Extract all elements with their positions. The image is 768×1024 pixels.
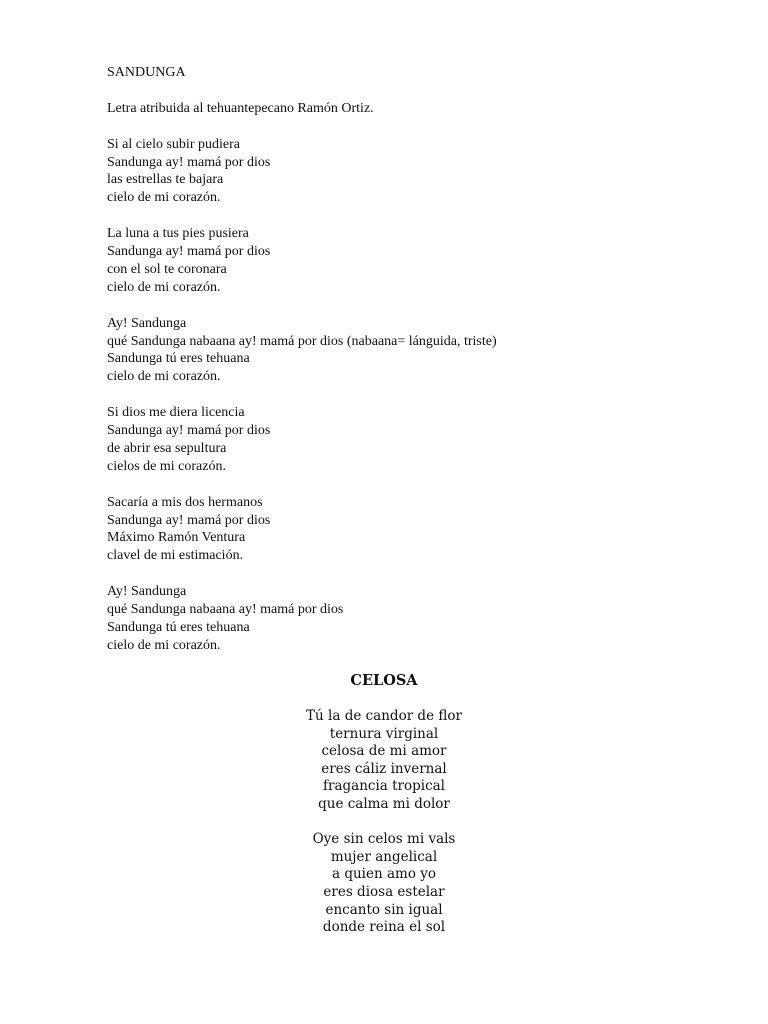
verse-line: encanto sin igual: [325, 901, 443, 918]
verse-line: que calma mi dolor: [318, 795, 450, 812]
verse-line: cielo de mi corazón.: [107, 637, 221, 653]
sandunga-title: SANDUNGA: [107, 65, 186, 80]
verse-line: eres diosa estelar: [323, 883, 445, 900]
sandunga-stanza-5: [107, 494, 707, 566]
verse-line: Oye sin celos mi vals: [312, 831, 456, 848]
verse-line: qué Sandunga nabaana ay! mamá por dios: [107, 602, 344, 618]
verse-line: las estrellas te bajara: [107, 172, 224, 188]
verse-line: Sandunga ay! mamá por dios: [107, 244, 271, 260]
verse-line: La luna a tus pies pusiera: [107, 226, 249, 242]
verse-line: Sandunga tú eres tehuana: [107, 619, 250, 635]
verse-line: Sandunga ay! mamá por dios: [107, 423, 271, 439]
verse-line: Tú la de candor de flor: [306, 708, 462, 724]
sandunga-stanza-3: [107, 315, 707, 387]
verse-line: cielo de mi corazón.: [107, 279, 221, 295]
verse-line: mujer angelical: [330, 848, 438, 865]
verse-line: de abrir esa sepultura: [107, 440, 227, 456]
verse-line: clavel de mi estimación.: [107, 548, 244, 564]
verse-line: Si dios me diera licencia: [107, 405, 245, 421]
verse-line: cielo de mi corazón.: [107, 190, 221, 206]
sandunga-stanza-1: [107, 136, 707, 208]
sandunga-stanza-4: [107, 404, 707, 476]
sandunga-stanza-6: [107, 583, 707, 655]
verse-line: a quien amo yo: [332, 866, 436, 883]
verse-line: donde reina el sol: [322, 919, 446, 936]
celosa-title: CELOSA: [350, 672, 418, 689]
sandunga-stanza-2: [107, 225, 707, 297]
verse-line: Sandunga tú eres tehuana: [107, 351, 250, 367]
verse-line: Máximo Ramón Ventura: [107, 530, 246, 546]
verse-line: ternura virginal: [329, 725, 439, 742]
sandunga-attribution: Letra atribuida al tehuantepecano Ramón Ortiz.: [107, 100, 374, 116]
verse-line: Ay! Sandunga: [107, 315, 187, 331]
verse-line: cielos de mi corazón.: [107, 458, 226, 474]
verse-line: qué Sandunga nabaana ay! mamá por dios (nabaana= lánguida, triste): [107, 333, 497, 349]
verse-line: eres cáliz invernal: [321, 760, 447, 777]
verse-line: Sandunga ay! mamá por dios: [107, 512, 271, 528]
verse-line: Sacaría a mis dos hermanos: [107, 494, 263, 510]
verse-line: celosa de mi amor: [321, 743, 447, 760]
verse-line: con el sol te coronara: [107, 261, 227, 277]
verse-line: Sandunga ay! mamá por dios: [107, 154, 271, 170]
celosa-song: [184, 671, 584, 954]
verse-line: Ay! Sandunga: [107, 584, 187, 600]
celosa-stanza-2: [184, 831, 584, 937]
celosa-stanza-1: [184, 708, 584, 814]
verse-line: fragancia tropical: [323, 778, 445, 795]
verse-line: Si al cielo subir pudiera: [107, 136, 240, 152]
verse-line: cielo de mi corazón.: [107, 369, 221, 385]
sandunga-song: [107, 64, 707, 673]
